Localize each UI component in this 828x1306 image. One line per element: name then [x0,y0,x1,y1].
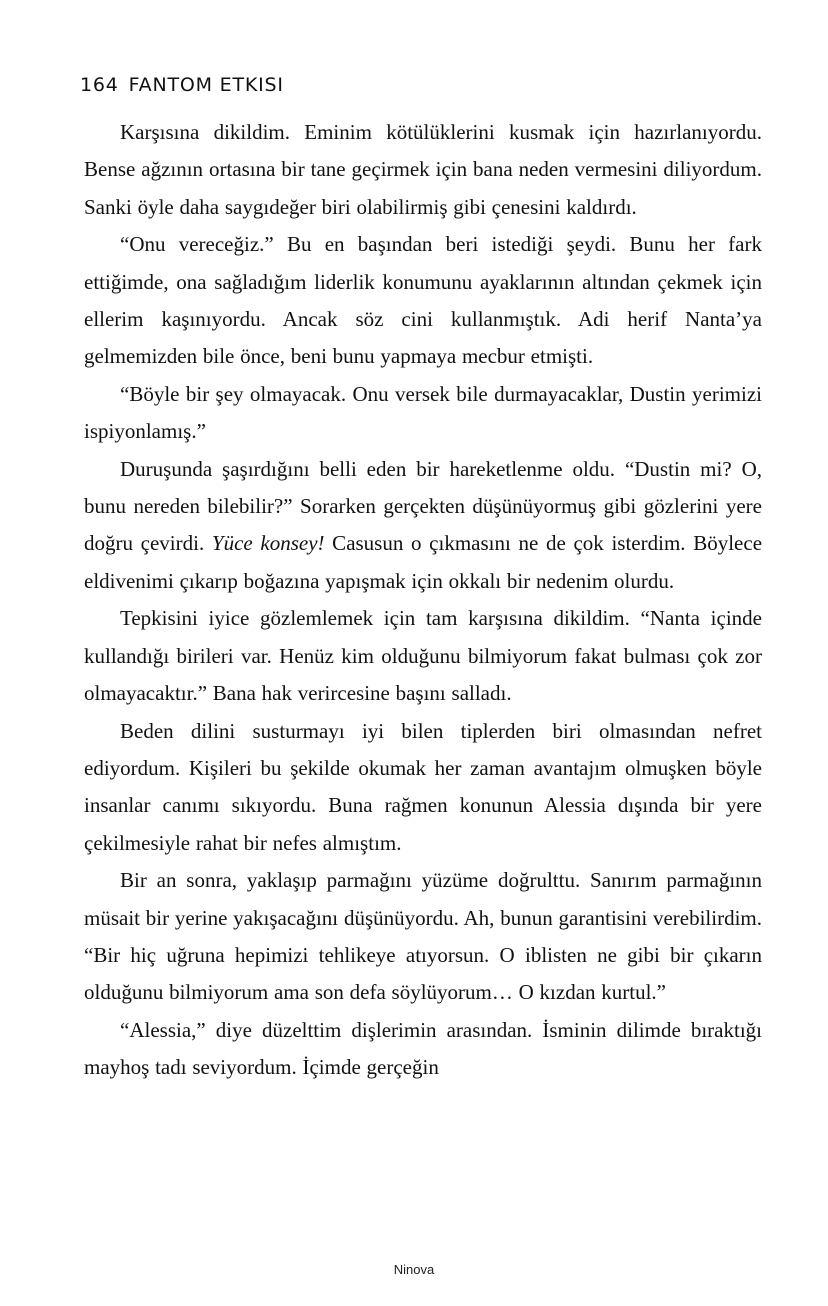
book-title: FANTOM ETKISI [128,74,284,96]
paragraph: “Alessia,” diye düzelttim dişlerimin arasından. İsminin dilimde bıraktığı mayhoş tadı seviyordum. İçimde gerçeğin [84,1017,762,1080]
publisher-footer: Ninova [393,1262,435,1277]
paragraph: Karşısına dikildim. Eminim kötülüklerini kusmak için hazırlanıyordu. Bense ağzının ortasına bir tane geçirmek için bana neden vermesini diliyordum. Sanki öyle daha saygıdeğer biri olabilirmiş gibi çenesini kaldırdı. [84,120,762,219]
running-header [80,74,284,96]
paragraph [84,451,762,601]
emphasis-text: Yüce konsey! [211,531,325,556]
paragraph: “Böyle bir şey olmayacak. Onu versek bile durmayacaklar, Dustin yerimizi ispiyonlamış.” [84,381,762,444]
paragraph: Beden dilini susturmayı iyi bilen tiplerden biri olmasından nefret ediyordum. Kişileri bu şekilde okumak her zaman avantajım olmuşken böyle insanlar canımı sıkıyordu. Buna rağmen konunun Alessia dışında bir yere çekilmesiyle rahat bir nefes almıştım. [84,718,762,855]
paragraph: “Onu vereceğiz.” Bu en başından beri istediği şeydi. Bunu her fark ettiğimde, ona sağladığım liderlik konumunu ayaklarının altından çekmek için ellerim kaşınıyordu. Ancak söz cini kullanmıştık. Adi herif Nanta’ya gelmemizden bile önce, beni bunu yapmaya mecbur etmişti. [84,232,762,369]
paragraph-text: Duruşunda şaşırdığını belli eden bir hareketlenme oldu. “Dustin mi? O, bunu nereden bilebilir?” Sorarken gerçekten düşünüyormuş gibi gözlerini yere doğru çevirdi. [84,456,762,556]
paragraph-text: Casusun o çıkmasını ne de çok isterdim. Böylece eldivenimi çıkarıp boğazına yapışmak için okkalı bir nedenim olurdu. [84,531,763,593]
paragraph: Tepkisini iyice gözlemlemek için tam karşısına dikildim. “Nanta içinde kullandığı birileri var. Henüz kim olduğunu bilmiyorum fakat bulması çok zor olmayacaktır.” Bana hak verircesine başını salladı. [84,606,762,706]
paragraph: Bir an sonra, yaklaşıp parmağını yüzüme doğrulttu. Sanırım parmağının müsait bir yerine yakışacağını düşünüyordu. Ah, bunun garantisini verebilirdim. “Bir hiç uğruna hepimizi tehlikeye atıyorsun. O iblisten ne gibi bir çıkarın olduğunu bilmiyorum ama son defa söylüyorum… O kızdan kurtul.” [84,868,762,1005]
body-text [84,114,762,1087]
page-number: 164 [80,74,119,96]
